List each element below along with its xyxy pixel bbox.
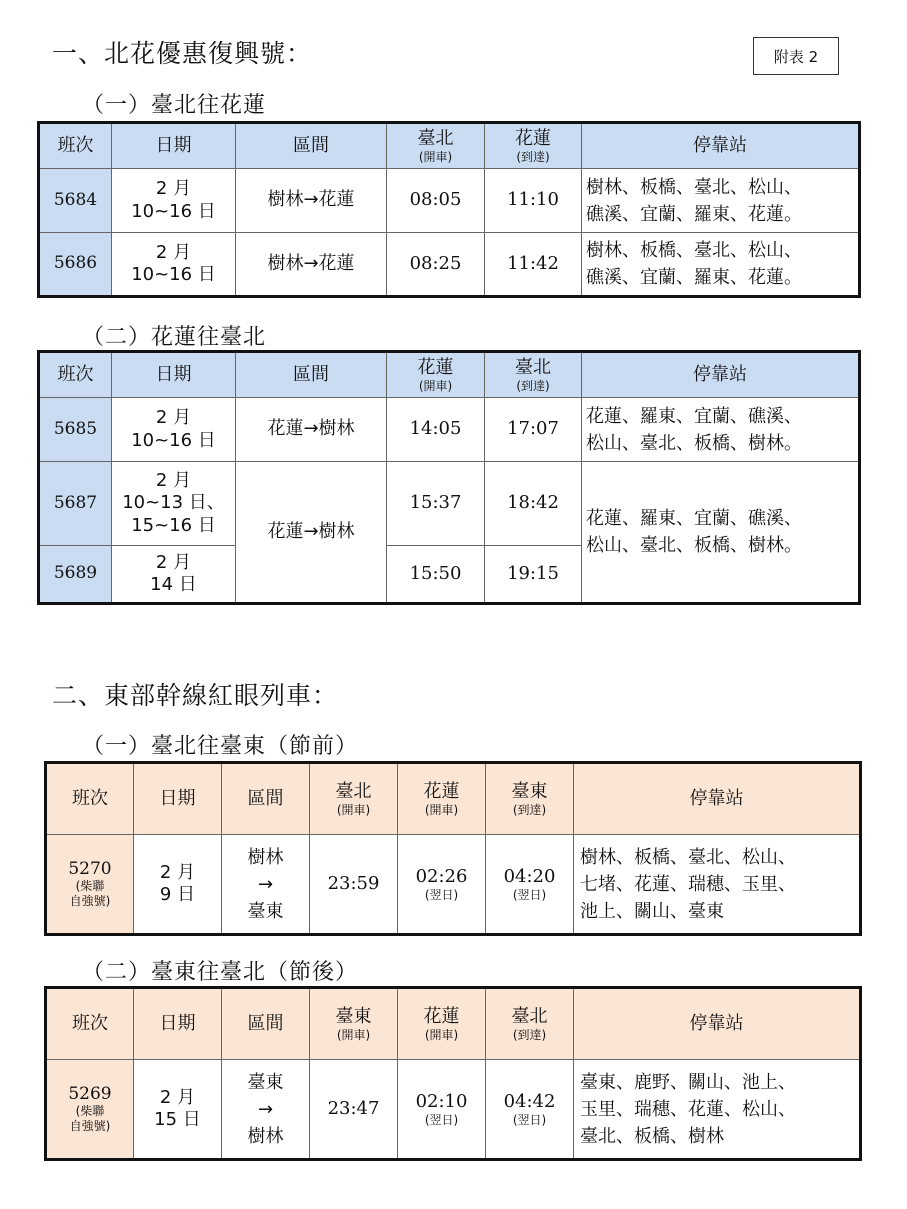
table-row: [39, 398, 860, 462]
date-month: 2 月: [155, 469, 192, 491]
header-depart-station: 花蓮: [417, 357, 454, 379]
date-cell: [112, 398, 236, 462]
date-days: 14 日: [150, 574, 197, 595]
table-header-row: [39, 123, 860, 169]
header-stops: 停靠站: [582, 123, 860, 169]
stops-line: 松山、臺北、板橋、樹林。: [586, 432, 802, 454]
header-date: 日期: [134, 988, 222, 1060]
route-cell: 花蓮→樹林: [236, 462, 387, 604]
section1-sub2-title: （二）花蓮往臺北: [82, 325, 267, 350]
header-arrive-station: 臺北: [511, 1006, 548, 1028]
train-number: [46, 1060, 134, 1160]
timetable-taitung-taipei: [44, 986, 862, 1161]
header-depart: [387, 352, 485, 398]
stops-cell: [574, 1060, 861, 1160]
next-day-note: (翌日): [424, 888, 459, 903]
date-days: 15~16 日: [131, 514, 216, 536]
stops-line: 花蓮、羅東、宜蘭、礁溪、: [586, 405, 802, 427]
section2-title: 二、東部幹線紅眼列車：: [52, 681, 339, 710]
train-type-note: 自強號): [69, 1118, 111, 1133]
header-arrive-station: 臺東: [511, 781, 548, 803]
depart-time: 08:05: [387, 169, 485, 233]
header-arrive-note: (到達): [512, 802, 547, 817]
section1-title: 一、北花優惠復興號：: [52, 39, 313, 68]
header-train: 班次: [46, 988, 134, 1060]
header-depart: [310, 763, 398, 835]
date-days: 15 日: [154, 1109, 201, 1130]
stops-line: 樹林、板橋、臺北、松山、: [586, 176, 802, 198]
header-route: 區間: [236, 352, 387, 398]
table-row: [46, 835, 861, 935]
header-date: 日期: [112, 352, 236, 398]
stops-cell: [582, 233, 860, 297]
timetable-hualien-taipei: [37, 350, 861, 605]
next-day-note: (翌日): [424, 1113, 459, 1128]
mid-time-value: 02:10: [415, 1090, 468, 1112]
mid-time: [398, 1060, 486, 1160]
header-train: 班次: [46, 763, 134, 835]
next-day-note: (翌日): [512, 1113, 547, 1128]
route-to: 樹林: [247, 1125, 284, 1147]
stops-line: 松山、臺北、板橋、樹林。: [586, 535, 802, 556]
header-depart-note: (開車): [418, 149, 453, 164]
header-arrive: [486, 763, 574, 835]
route-cell: 樹林→花蓮: [236, 233, 387, 297]
header-date: 日期: [134, 763, 222, 835]
header-mid-note: (開車): [424, 1027, 459, 1042]
arrive-time: 11:42: [485, 233, 582, 297]
section2-sub1-title: （一）臺北往臺東（節前）: [82, 734, 359, 759]
header-stops: 停靠站: [574, 988, 861, 1060]
stops-line: 樹林、板橋、臺北、松山、: [586, 240, 802, 261]
table-row: [39, 462, 860, 546]
stops-line: 池上、關山、臺東: [580, 900, 724, 922]
stops-line: 臺北、板橋、樹林: [580, 1125, 724, 1147]
section2-sub2-title: （二）臺東往臺北（節後）: [82, 960, 359, 985]
date-cell: [134, 1060, 222, 1160]
date-days: 10~16 日: [131, 429, 216, 451]
train-number: 5689: [39, 546, 112, 604]
header-arrive: [486, 988, 574, 1060]
stops-line: 礁溪、宜蘭、羅東、花蓮。: [586, 203, 802, 225]
timetable-taipei-hualien: [37, 121, 861, 298]
header-route: 區間: [222, 988, 310, 1060]
stops-line: 樹林、板橋、臺北、松山、: [580, 846, 796, 868]
annex-label: 附表 2: [753, 37, 839, 75]
header-arrive-station: 花蓮: [515, 128, 551, 150]
arrow-down-icon: →: [257, 1098, 274, 1120]
header-mid: [398, 988, 486, 1060]
train-number: 5684: [39, 169, 112, 233]
arrive-time: [486, 1060, 574, 1160]
table-row: [39, 233, 860, 297]
date-month: 2 月: [155, 407, 192, 428]
header-depart: [387, 123, 485, 169]
header-stops: 停靠站: [582, 352, 860, 398]
train-type-note: 自強號): [69, 893, 111, 908]
depart-time: 15:50: [387, 546, 485, 604]
arrive-time-value: 04:42: [503, 1090, 556, 1112]
timetable-taipei-taitung: [44, 761, 862, 936]
header-arrive: [485, 352, 582, 398]
header-route: 區間: [222, 763, 310, 835]
header-mid: [398, 763, 486, 835]
stops-line: 礁溪、宜蘭、羅東、花蓮。: [586, 267, 802, 288]
header-train: 班次: [39, 123, 112, 169]
date-days: 10~16 日: [131, 200, 216, 222]
route-from: 臺東: [247, 1071, 284, 1093]
depart-time: 08:25: [387, 233, 485, 297]
route-cell: [222, 835, 310, 935]
header-arrive-note: (到達): [516, 378, 550, 393]
header-arrive-station: 臺北: [515, 357, 551, 379]
date-month: 2 月: [159, 861, 196, 883]
stops-cell: [574, 835, 861, 935]
arrive-time-value: 04:20: [503, 865, 556, 887]
header-depart-station: 臺東: [335, 1006, 372, 1028]
section1-sub1-title: （一）臺北往花蓮: [82, 93, 267, 118]
route-cell: 花蓮→樹林: [236, 398, 387, 462]
arrive-time: [486, 835, 574, 935]
route-cell: 樹林→花蓮: [236, 169, 387, 233]
header-depart-station: 臺北: [335, 781, 372, 803]
table-header-row: [39, 352, 860, 398]
depart-time: 15:37: [387, 462, 485, 546]
arrive-time: 19:15: [485, 546, 582, 604]
header-arrive-note: (到達): [516, 149, 550, 164]
train-number-value: 5269: [68, 1083, 112, 1104]
header-stops: 停靠站: [574, 763, 861, 835]
arrive-time: 11:10: [485, 169, 582, 233]
train-number: 5687: [39, 462, 112, 546]
depart-time: 14:05: [387, 398, 485, 462]
date-month: 2 月: [155, 551, 192, 573]
train-type-note: (柴聯: [75, 1104, 105, 1119]
train-number-value: 5270: [68, 858, 112, 879]
date-cell: [112, 169, 236, 233]
train-number: 5685: [39, 398, 112, 462]
date-days: 10~13 日、: [122, 492, 225, 514]
stops-cell: [582, 398, 860, 462]
date-days: 10~16 日: [131, 264, 216, 285]
header-train: 班次: [39, 352, 112, 398]
date-cell: [112, 233, 236, 297]
route-from: 樹林: [247, 846, 284, 868]
stops-line: 七堵、花蓮、瑞穗、玉里、: [580, 873, 796, 895]
train-type-note: (柴聯: [75, 879, 105, 894]
stops-cell: [582, 462, 860, 604]
header-depart-note: (開車): [336, 1027, 371, 1042]
next-day-note: (翌日): [512, 888, 547, 903]
header-mid-station: 花蓮: [423, 1006, 460, 1028]
table-row: [39, 169, 860, 233]
depart-time: 23:59: [310, 835, 398, 935]
header-depart-station: 臺北: [417, 128, 454, 150]
header-arrive: [485, 123, 582, 169]
table-header-row: [46, 763, 861, 835]
header-mid-station: 花蓮: [423, 781, 460, 803]
header-date: 日期: [112, 123, 236, 169]
header-depart: [310, 988, 398, 1060]
train-number: 5686: [39, 233, 112, 297]
header-arrive-note: (到達): [512, 1027, 547, 1042]
arrive-time: 17:07: [485, 398, 582, 462]
date-month: 2 月: [155, 178, 192, 199]
route-cell: [222, 1060, 310, 1160]
stops-line: 臺東、鹿野、關山、池上、: [580, 1071, 796, 1093]
date-cell: [112, 546, 236, 604]
depart-time: 23:47: [310, 1060, 398, 1160]
date-cell: [134, 835, 222, 935]
date-month: 2 月: [155, 241, 192, 263]
header-depart-note: (開車): [336, 802, 371, 817]
date-cell: [112, 462, 236, 546]
train-number: [46, 835, 134, 935]
stops-line: 玉里、瑞穗、花蓮、松山、: [580, 1098, 796, 1120]
header-route: 區間: [236, 123, 387, 169]
arrow-down-icon: →: [257, 873, 274, 895]
arrive-time: 18:42: [485, 462, 582, 546]
table-header-row: [46, 988, 861, 1060]
table-row: [46, 1060, 861, 1160]
mid-time-value: 02:26: [415, 865, 468, 887]
mid-time: [398, 835, 486, 935]
stops-cell: [582, 169, 860, 233]
stops-line: 花蓮、羅東、宜蘭、礁溪、: [586, 508, 802, 529]
date-days: 9 日: [159, 884, 196, 905]
date-month: 2 月: [159, 1086, 196, 1108]
header-depart-note: (開車): [418, 378, 453, 393]
route-to: 臺東: [247, 900, 284, 922]
header-mid-note: (開車): [424, 802, 459, 817]
